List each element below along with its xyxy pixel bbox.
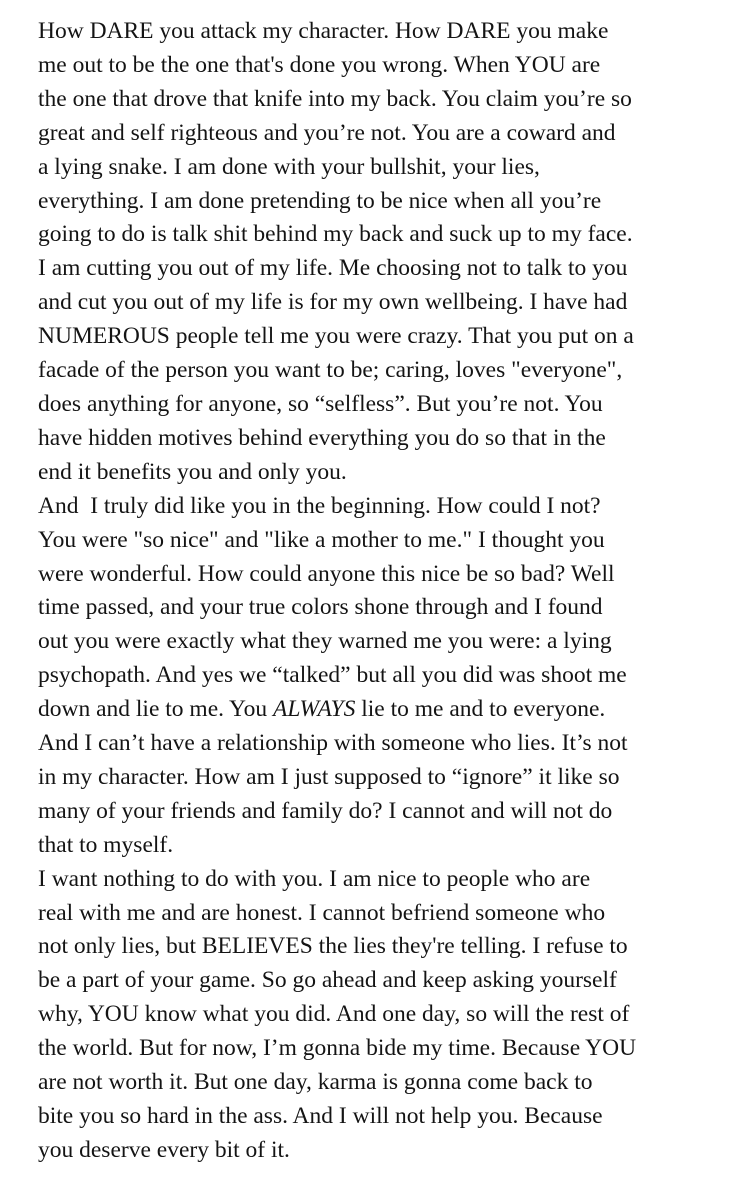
text-line: facade of the person you want to be; caring, loves "everyone",: [38, 357, 623, 384]
paragraph-2: [38, 490, 714, 863]
text-line: be a part of your game. So go ahead and keep asking yourself: [38, 967, 617, 994]
text-line: that to myself.: [38, 831, 174, 858]
italic-text-always: ALWAYS: [273, 696, 356, 723]
text-line: everything. I am done pretending to be nice when all you’re: [38, 187, 602, 214]
text-line: in my character. How am I just supposed to “ignore” it like so: [38, 763, 620, 790]
text-line: does anything for anyone, so “selfless”. But you’re not. You: [38, 390, 603, 417]
text-line: the one that drove that knife into my back. You claim you’re so: [38, 85, 632, 112]
text-line: many of your friends and family do? I cannot and will not do: [38, 797, 613, 824]
text-line: out you were exactly what they warned me you were: a lying: [38, 628, 612, 655]
text-line: You were "so nice" and "like a mother to me." I thought you: [38, 526, 605, 553]
text-line: not only lies, but BELIEVES the lies they're telling. I refuse to: [38, 933, 628, 960]
text-line: you deserve every bit of it.: [38, 1136, 290, 1163]
text-line: why, YOU know what you did. And one day, so will the rest of: [38, 1001, 630, 1028]
text-line: have hidden motives behind everything you do so that in the: [38, 424, 606, 451]
text-line: NUMEROUS people tell me you were crazy. That you put on a: [38, 323, 634, 350]
text-line: And I can’t have a relationship with someone who lies. It’s not: [38, 730, 628, 757]
text-line: the world. But for now, I’m gonna bide my time. Because YOU: [38, 1035, 637, 1062]
text-line: a lying snake. I am done with your bullshit, your lies,: [38, 153, 540, 180]
text-line: great and self righteous and you’re not. You are a coward and: [38, 119, 616, 146]
text-segment: down and lie to me. You: [38, 696, 273, 723]
text-line: are not worth it. But one day, karma is gonna come back to: [38, 1069, 593, 1096]
text-line: I am cutting you out of my life. Me choosing not to talk to you: [38, 255, 628, 282]
text-line: going to do is talk shit behind my back and suck up to my face.: [38, 221, 633, 248]
text-line: end it benefits you and only you.: [38, 458, 347, 485]
text-line: And I truly did like you in the beginning. How could I not?: [38, 492, 601, 519]
text-line: How DARE you attack my character. How DARE you make: [38, 18, 609, 44]
paragraph-3: [38, 863, 714, 1168]
text-line: and cut you out of my life is for my own wellbeing. I have had: [38, 289, 628, 316]
text-line: psychopath. And yes we “talked” but all you did was shoot me: [38, 662, 627, 689]
text-line-with-italic: [38, 693, 714, 727]
text-line: bite you so hard in the ass. And I will not help you. Because: [38, 1103, 603, 1129]
text-line: time passed, and your true colors shone through and I found: [38, 594, 603, 621]
text-line: real with me and are honest. I cannot befriend someone who: [38, 899, 606, 926]
text-line: me out to be the one that's done you wrong. When YOU are: [38, 51, 601, 78]
paragraph-1: [38, 15, 714, 490]
text-segment: lie to me and to everyone.: [355, 696, 606, 723]
text-line: I want nothing to do with you. I am nice to people who are: [38, 865, 591, 892]
text-line: were wonderful. How could anyone this nice be so bad? Well: [38, 560, 615, 587]
